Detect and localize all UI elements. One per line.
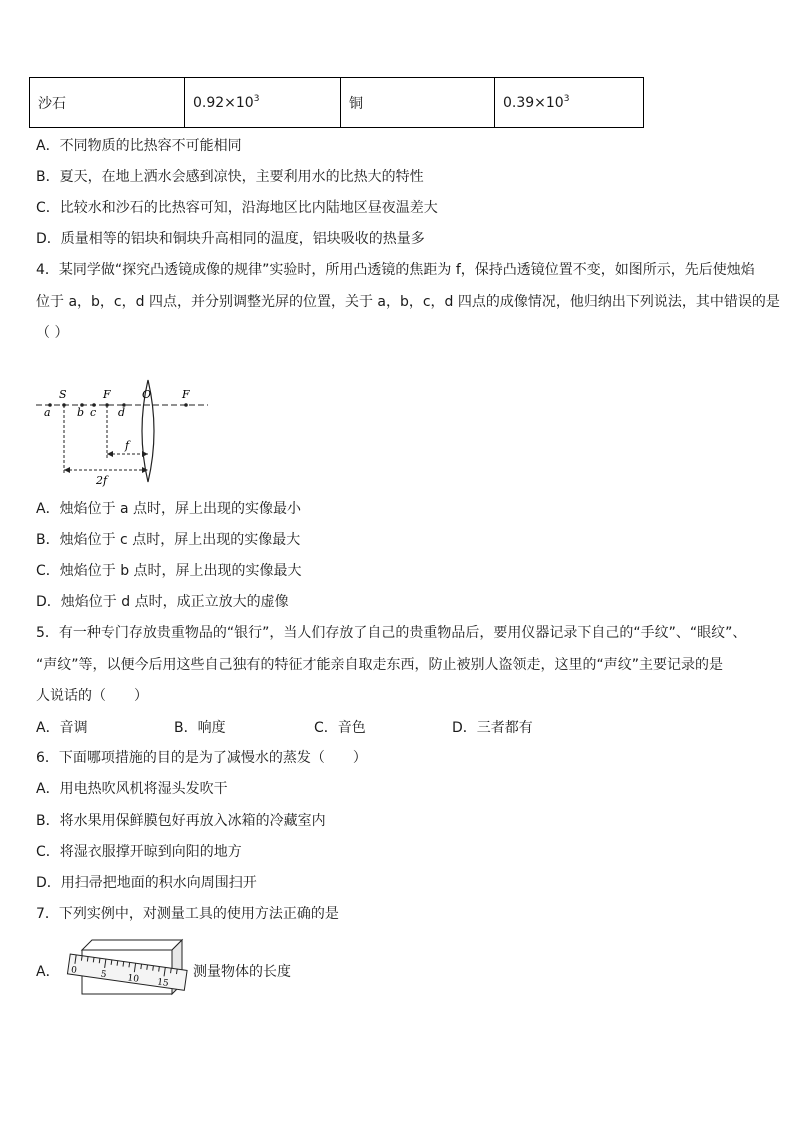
- q5-option-d: D．三者都有: [452, 720, 533, 736]
- q4-stem-line-2: 位于 a，b，c，d 四点，并分别调整光屏的位置，关于 a，b，c，d 四点的成像情况，他归纳出下列说法，其中错误的是: [36, 294, 780, 310]
- label-f-distance: f: [125, 439, 130, 452]
- q5-option-a: A．音调: [36, 720, 88, 736]
- q3-option-c: C．比较水和沙石的比热容可知，沿海地区比内陆地区昼夜温差大: [36, 200, 438, 216]
- cell-text: 0.92×10: [193, 94, 254, 111]
- cell-text: 沙石: [38, 95, 66, 112]
- cell-exponent: 3: [563, 93, 570, 104]
- q6-option-d: D．用扫帚把地面的积水向周围扫开: [36, 875, 257, 891]
- label-f-left: F: [103, 388, 111, 401]
- point-f-right: [184, 403, 188, 407]
- ruler-tick-label: 15: [156, 977, 170, 989]
- specific-heat-table: [29, 77, 644, 128]
- q4-option-a: A．烛焰位于 a 点时，屏上出现的实像最小: [36, 501, 302, 517]
- q5-option-b: B．响度: [174, 720, 226, 736]
- table-cell: [30, 78, 185, 128]
- q3-option-d: D．质量相等的铝块和铜块升高相同的温度，铝块吸收的热量多: [36, 231, 425, 247]
- table-cell: [185, 78, 341, 128]
- label-s: S: [59, 388, 67, 401]
- q5-stem-line-3: 人说话的（ ）: [36, 688, 148, 704]
- q6-option-a: A．用电热吹风机将湿头发吹干: [36, 781, 228, 797]
- cell-text: 0.39×10: [503, 94, 564, 111]
- q7-option-a-text: 测量物体的长度: [193, 964, 291, 980]
- cell-text: 铜: [349, 95, 363, 112]
- label-d: d: [118, 406, 126, 419]
- q4-option-c: C．烛焰位于 b 点时，屏上出现的实像最大: [36, 563, 302, 579]
- q6-option-c: C．将湿衣服撑开晾到向阳的地方: [36, 844, 242, 860]
- q4-stem-line-3: （ ）: [36, 325, 69, 341]
- q6-stem: 6．下面哪项措施的目的是为了减慢水的蒸发（ ）: [36, 750, 367, 766]
- table-cell: [495, 78, 644, 128]
- q6-option-b: B．将水果用保鲜膜包好再放入冰箱的冷藏室内: [36, 813, 326, 829]
- q5-option-c: C．音色: [314, 720, 366, 736]
- label-f-right: F: [182, 388, 190, 401]
- ruler-measurement-figure: [64, 938, 192, 1002]
- label-2f-distance: 2f: [96, 474, 108, 487]
- q5-options-row: [36, 717, 596, 737]
- ruler-tick-label: 5: [99, 969, 108, 981]
- label-c: c: [90, 406, 97, 419]
- q5-stem-line-2: “声纹”等，以便今后用这些自己独有的特征才能亲自取走东西，防止被别人盗领走，这里的“声纹”主要记录的是: [36, 657, 724, 673]
- q4-stem-line-1: 4．某同学做“探究凸透镜成像的规律”实验时，所用凸透镜的焦距为 f，保持凸透镜位置不变，如图所示，先后使烛焰: [36, 262, 755, 278]
- q4-option-b: B．烛焰位于 c 点时，屏上出现的实像最大: [36, 532, 301, 548]
- label-o: O: [142, 388, 152, 401]
- q4-option-d: D．烛焰位于 d 点时，成正立放大的虚像: [36, 594, 289, 610]
- table-cell: [341, 78, 495, 128]
- cell-exponent: 3: [253, 93, 260, 104]
- q3-option-b: B．夏天，在地上洒水会感到凉快，主要利用水的比热大的特性: [36, 169, 424, 185]
- table-row: [30, 78, 644, 128]
- q5-stem-line-1: 5．有一种专门存放贵重物品的“银行”，当人们存放了自己的贵重物品后，要用仪器记录下自己的“手纹”、“眼纹”、: [36, 625, 747, 641]
- ruler-tick-label: 0: [70, 965, 78, 977]
- label-b: b: [77, 406, 85, 419]
- q7-stem: 7．下列实例中，对测量工具的使用方法正确的是: [36, 906, 339, 922]
- lens-diagram: [36, 378, 216, 488]
- q3-option-a: A．不同物质的比热容不可能相同: [36, 138, 242, 154]
- block-top: [82, 940, 182, 950]
- ruler-tick-label: 10: [126, 973, 140, 985]
- q7-option-a-letter: A．: [36, 964, 60, 980]
- label-a: a: [44, 406, 51, 419]
